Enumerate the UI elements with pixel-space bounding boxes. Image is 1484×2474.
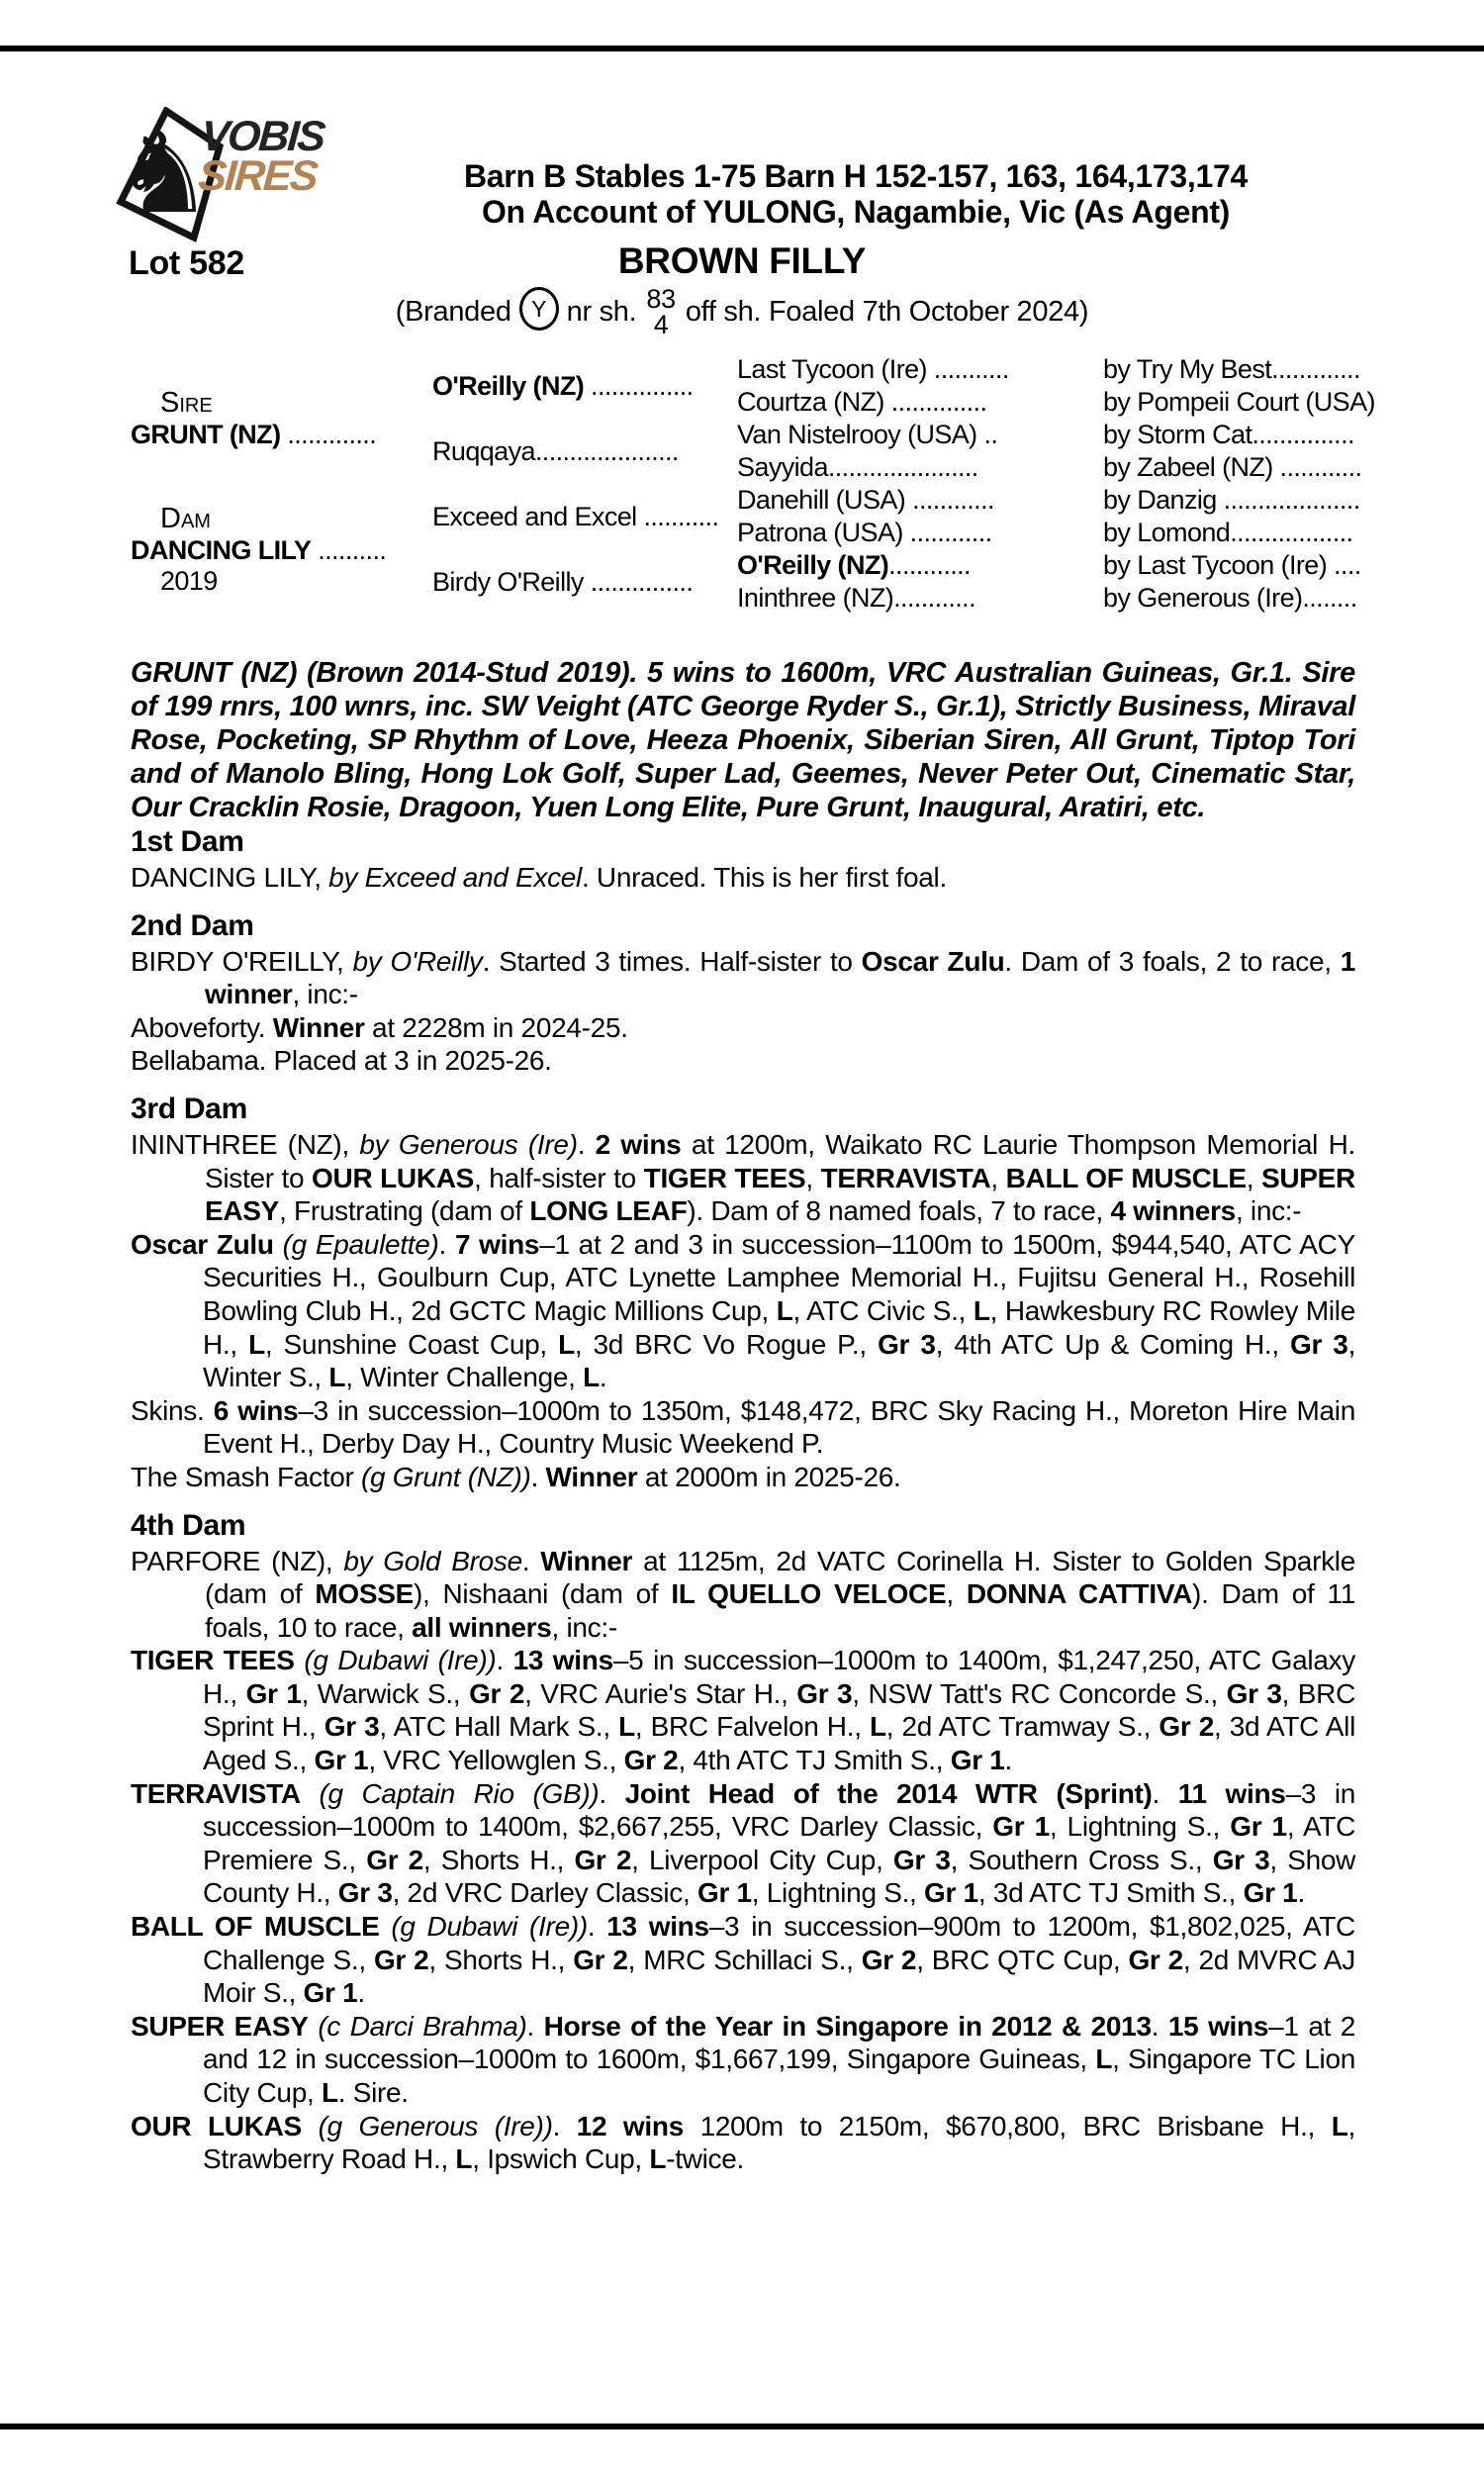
grandparent-name: Danehill (USA) ............ bbox=[737, 485, 994, 515]
barn-line: Barn B Stables 1-75 Barn H 152-157, 163, 164,173,174 bbox=[464, 158, 1248, 194]
grandparent-name: Patrona (USA) ............ bbox=[737, 518, 992, 547]
dam-entry: PARFORE (NZ), by Gold Brose. Winner at 1125m, 2d VATC Corinella H. Sister to Golden Sparkle (dam of MOSSE), Nishaani (dam of IL QUELLO VELOCE, DONNA CATTIVA). Dam of 11 foals, 10 to race, all winners, inc:- bbox=[131, 1545, 1355, 1643]
section-heading-3rd-dam: 3rd Dam bbox=[131, 1092, 247, 1125]
sire-label: Sire bbox=[160, 387, 213, 419]
parent-sire-sire: O'Reilly (NZ) ............... bbox=[432, 370, 694, 401]
grandparent-name: O'Reilly (NZ)............ bbox=[737, 550, 971, 580]
pedigree-details bbox=[131, 825, 1355, 2176]
dam-entry: DANCING LILY, by Exceed and Excel. Unraced. This is her first foal. bbox=[131, 862, 947, 893]
branded-suffix: off sh. Foaled 7th October 2024) bbox=[685, 295, 1089, 328]
grandparent-by: by Generous (Ire)........ bbox=[1103, 583, 1357, 613]
section-heading-2nd-dam: 2nd Dam bbox=[131, 908, 254, 942]
dam-label: Dam bbox=[160, 502, 211, 534]
lot-number: Lot 582 bbox=[129, 244, 244, 282]
grandparent-by: by Pompeii Court (USA) bbox=[1103, 387, 1375, 417]
grandparent-by: by Zabeel (NZ) ............ bbox=[1103, 452, 1362, 482]
sire-name: GRUNT (NZ) ............. bbox=[131, 420, 377, 449]
grandparent-by: by Try My Best............. bbox=[1103, 354, 1360, 384]
horse-title: BROWN FILLY bbox=[617, 240, 867, 281]
progeny-entry: Skins. 6 wins–3 in succession–1000m to 1350m, $148,472, BRC Sky Racing H., Moreton Hire Main Event H., Derby Day H., Country Music Weekend P. bbox=[131, 1394, 1355, 1460]
parent-dam-dam: Birdy O'Reilly ............... bbox=[432, 566, 694, 597]
grandparent-name: Last Tycoon (Ire) ........... bbox=[737, 354, 1009, 384]
section-heading-1st-dam: 1st Dam bbox=[131, 825, 244, 858]
branded-prefix: (Branded bbox=[395, 295, 511, 328]
logo-vobis-text: VOBIS bbox=[199, 113, 325, 160]
dam-year: 2019 bbox=[160, 565, 218, 596]
dam-entry: BIRDY O'REILLY, by O'Reilly. Started 3 times. Half-sister to Oscar Zulu. Dam of 3 foals, 2 to race, 1 winner, inc:- bbox=[131, 945, 1355, 1010]
pedigree-table bbox=[131, 353, 1407, 615]
section-heading-4th-dam: 4th Dam bbox=[131, 1508, 246, 1542]
brand-fraction-top: 83 bbox=[646, 284, 676, 314]
dam-block bbox=[131, 503, 432, 597]
logo-sires-text: SIRES bbox=[196, 152, 319, 200]
grandparent-by: by Storm Cat............... bbox=[1103, 420, 1354, 449]
progeny-entry: BALL OF MUSCLE (g Dubawi (Ire)). 13 wins–3 in succession–900m to 1200m, $1,802,025, ATC Challenge S., Gr 2, Shorts H., Gr 2, MRC Schillaci S., Gr 2, BRC QTC Cup, Gr 2, 2d MVRC AJ Moir S., Gr 1. bbox=[131, 1911, 1356, 2009]
consignor-block bbox=[326, 158, 1385, 230]
dam-name: DANCING LILY .......... bbox=[131, 534, 387, 565]
brand-fraction bbox=[646, 286, 675, 337]
grandparent-name: Ininthree (NZ)............ bbox=[737, 583, 975, 613]
progeny-entry: Oscar Zulu (g Epaulette). 7 wins–1 at 2 and 3 in succession–1100m to 1500m, $944,540, ATC ACY Securities H., Goulburn Cup, ATC Lynette Lamphee Memorial H., Fujitsu General H., Rosehill Bowling Club H., 2d GCTC Magic Millions Cup, L, ATC Civic S., L, Hawkesbury RC Rowley Mile H., L, Sunshine Coast Cup, L, 3d BRC Vo Rogue P., Gr 3, 4th ATC Up & Coming H., Gr 3, Winter S., L, Winter Challenge, L. bbox=[131, 1228, 1356, 1393]
grandparent-name: Courtza (NZ) .............. bbox=[737, 387, 987, 417]
bottom-rule bbox=[0, 2424, 1484, 2429]
grandparent-name: Sayyida...................... bbox=[737, 452, 978, 482]
parent-sire-dam: Ruqqaya..................... bbox=[432, 435, 679, 466]
brand-mark-icon: Y bbox=[519, 287, 559, 331]
progeny-entry: Aboveforty. Winner at 2228m in 2024-25. bbox=[131, 1011, 628, 1043]
progeny-entry: OUR LUKAS (g Generous (Ire)). 12 wins 1200m to 2150m, $670,800, BRC Brisbane H., L, Strawberry Road H., L, Ipswich Cup, L-twice. bbox=[131, 2110, 1355, 2175]
brand-fraction-bottom: 4 bbox=[653, 310, 669, 339]
branded-line bbox=[114, 280, 1370, 343]
branded-mid: nr sh. bbox=[566, 295, 637, 328]
account-line: On Account of YULONG, Nagambie, Vic (As Agent) bbox=[481, 194, 1231, 230]
grandparent-name: Van Nistelrooy (USA) .. bbox=[737, 420, 998, 449]
progeny-entry: TIGER TEES (g Dubawi (Ire)). 13 wins–5 in succession–1000m to 1400m, $1,247,250, ATC Galaxy H., Gr 1, Warwick S., Gr 2, VRC Aurie's Star H., Gr 3, NSW Tatt's RC Concorde S., Gr 3, BRC Sprint H., Gr 3, ATC Hall Mark S., L, BRC Falvelon H., L, 2d ATC Tramway S., Gr 2, 3d ATC All Aged S., Gr 1, VRC Yellowglen S., Gr 2, 4th ATC TJ Smith S., Gr 1. bbox=[131, 1645, 1356, 1776]
sire-description: GRUNT (NZ) (Brown 2014-Stud 2019). 5 wins to 1600m, VRC Australian Guineas, Gr.1. Sire of 199 rnrs, 100 wnrs, inc. SW Veight (ATC George Ryder S., Gr.1), Strictly Business, Miraval Rose, Pocketing, SP Rhythm of Love, Heeza Phoenix, Siberian Siren, All Grunt, Tiptop Tori and of Manolo Bling, Hong Lok Golf, Super Lad, Geemes, Never Peter Out, Cinematic Star, Our Cracklin Rosie, Dragoon, Yuen Long Elite, Pure Grunt, Inaugural, Aratiri, etc. bbox=[131, 657, 1355, 823]
progeny-entry: Bellabama. Placed at 3 in 2025-26. bbox=[131, 1045, 552, 1077]
grandparent-by: by Last Tycoon (Ire) .... bbox=[1103, 550, 1361, 580]
dam-entry: ININTHREE (NZ), by Generous (Ire). 2 wins at 1200m, Waikato RC Laurie Thompson Memorial H. Sister to OUR LUKAS, half-sister to TIGER TEES, TERRAVISTA, BALL OF MUSCLE, SUPER EASY, Frustrating (dam of LONG LEAF). Dam of 8 named foals, 7 to race, 4 winners, inc:- bbox=[131, 1128, 1355, 1227]
progeny-entry: TERRAVISTA (g Captain Rio (GB)). Joint Head of the 2014 WTR (Sprint). 11 wins–3 in succession–1000m to 1400m, $2,667,255, VRC Darley Classic, Gr 1, Lightning S., Gr 1, ATC Premiere S., Gr 2, Shorts H., Gr 2, Liverpool City Cup, Gr 3, Southern Cross S., Gr 3, Show County H., Gr 3, 2d VRC Darley Classic, Gr 1, Lightning S., Gr 1, 3d ATC TJ Smith S., Gr 1. bbox=[131, 1777, 1356, 1909]
sire-block bbox=[131, 387, 432, 450]
top-rule bbox=[0, 46, 1484, 51]
progeny-entry: The Smash Factor (g Grunt (NZ)). Winner at 2000m in 2025-26. bbox=[131, 1461, 901, 1492]
horse-and-jockey-icon: ♞ bbox=[109, 107, 230, 257]
progeny-entry: SUPER EASY (c Darci Brahma). Horse of the Year in Singapore in 2012 & 2013. 15 wins–1 at 2 and 12 in succession–1000m to 1600m, $1,667,199, Singapore Guineas, L, Singapore TC Lion City Cup, L. Sire. bbox=[131, 2010, 1356, 2108]
grandparent-by: by Danzig .................... bbox=[1103, 485, 1360, 515]
grandparent-by: by Lomond.................. bbox=[1103, 518, 1353, 547]
parent-dam-sire: Exceed and Excel ........... bbox=[432, 501, 719, 531]
